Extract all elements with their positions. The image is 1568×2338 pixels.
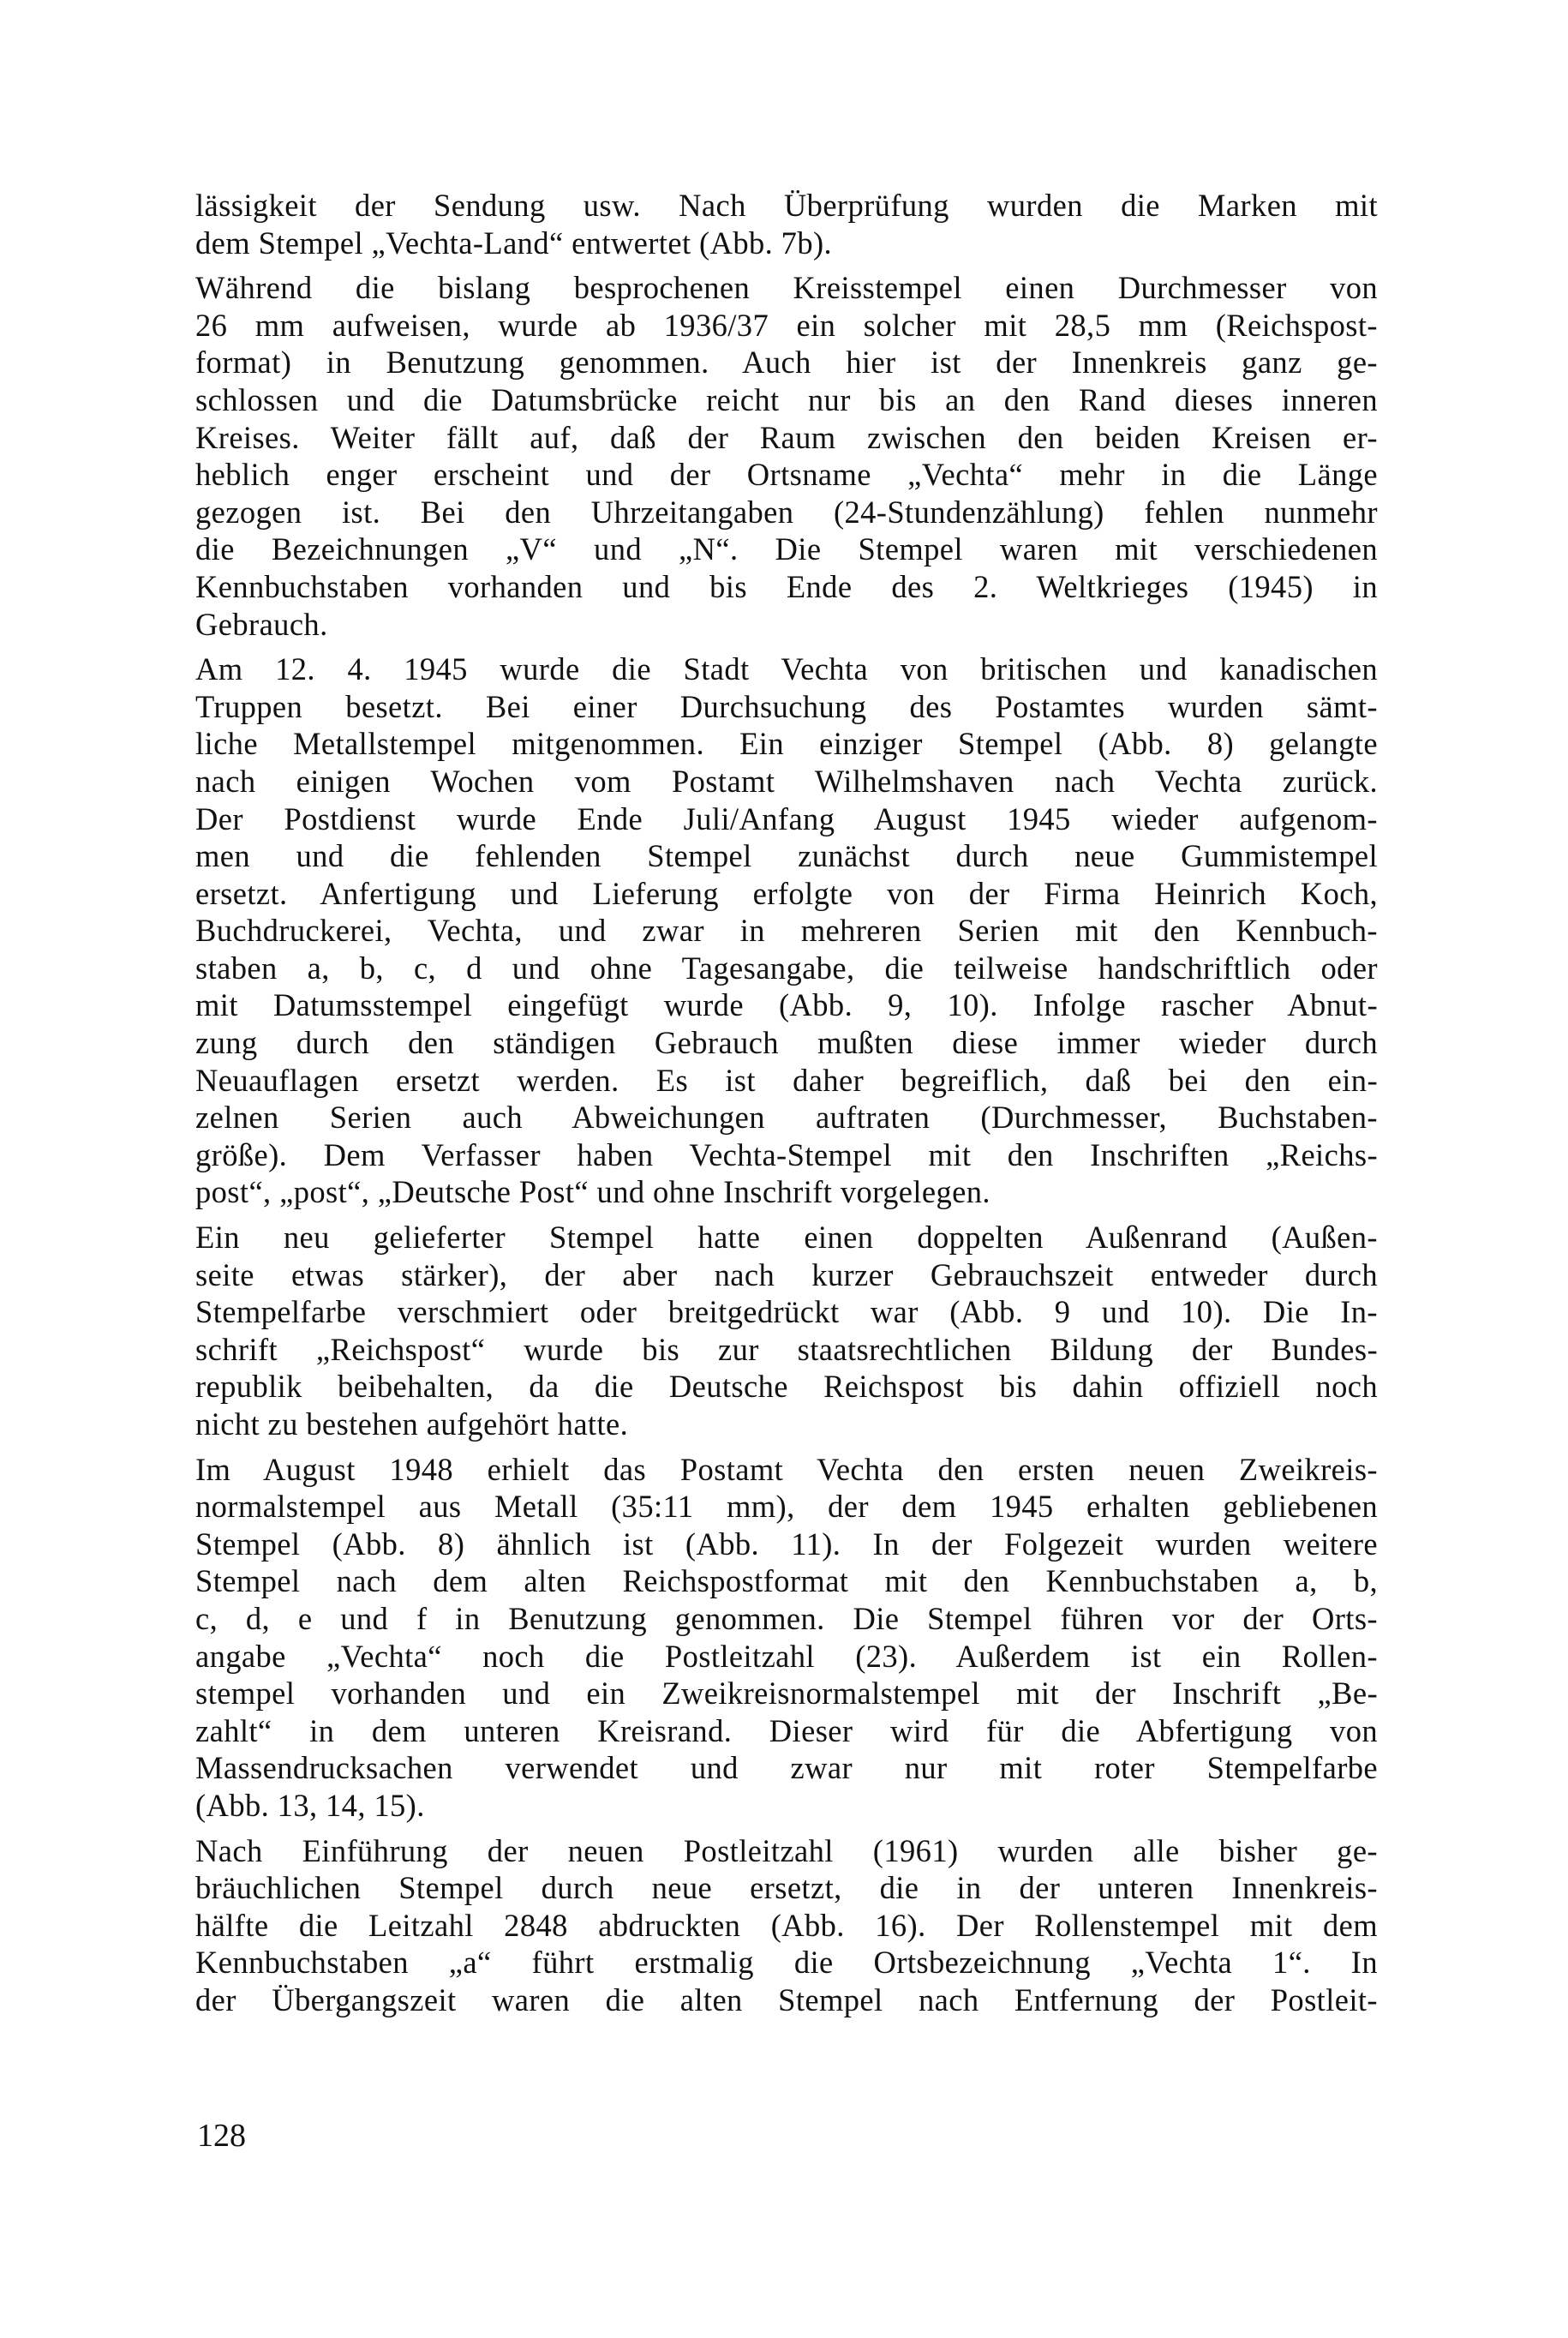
- text-line: größe). Dem Verfasser haben Vechta-Stempel mit den Inschriften „Reichs-: [195, 1136, 1378, 1172]
- paragraph: [195, 1451, 1378, 1825]
- text-line: heblich enger erscheint und der Ortsname „Vechta“ mehr in die Länge: [195, 457, 1378, 493]
- text-line: gezogen ist. Bei den Uhrzeitangaben (24-Stundenzählung) fehlen nunmehr: [195, 494, 1378, 530]
- text-line: liche Metallstempel mitgenommen. Ein einziger Stempel (Abb. 8) gelangte: [195, 726, 1378, 762]
- text-line: zung durch den ständigen Gebrauch mußten diese immer wieder durch: [195, 1025, 1378, 1061]
- paragraph: [195, 187, 1378, 261]
- text-line: nach einigen Wochen vom Postamt Wilhelmshaven nach Vechta zurück.: [195, 763, 1378, 799]
- text-line: Der Postdienst wurde Ende Juli/Anfang August 1945 wieder aufgenom-: [195, 800, 1378, 836]
- text-line: nicht zu bestehen aufgehört hatte.: [195, 1406, 629, 1442]
- text-line: Buchdruckerei, Vechta, und zwar in mehreren Serien mit den Kennbuch-: [195, 913, 1378, 949]
- text-line: normalstempel aus Metall (35:11 mm), der dem 1945 erhalten gebliebenen: [195, 1489, 1378, 1525]
- text-line: Gebrauch.: [195, 606, 328, 642]
- text-line: Am 12. 4. 1945 wurde die Stadt Vechta von britischen und kanadischen: [195, 651, 1378, 687]
- text-line: c, d, e und f in Benutzung genommen. Die Stempel führen vor der Orts-: [195, 1600, 1378, 1636]
- text-line: ersetzt. Anfertigung und Lieferung erfolgte von der Firma Heinrich Koch,: [195, 875, 1378, 911]
- paragraph: [195, 650, 1378, 1211]
- text-line: stempel vorhanden und ein Zweikreisnormalstempel mit der Inschrift „Be-: [195, 1676, 1378, 1712]
- text-line: schrift „Reichspost“ wurde bis zur staatsrechtlichen Bildung der Bundes-: [195, 1331, 1378, 1367]
- text-line: bräuchlichen Stempel durch neue ersetzt, die in der unteren Innenkreis-: [195, 1870, 1378, 1906]
- text-line: hälfte die Leitzahl 2848 abdruckten (Abb. 16). Der Rollenstempel mit dem: [195, 1907, 1378, 1943]
- text-line: Während die bislang besprochenen Kreisstempel einen Durchmesser von: [195, 270, 1378, 306]
- paragraph: [195, 1832, 1378, 2019]
- text-line: Kennbuchstaben „a“ führt erstmalig die Ortsbezeichnung „Vechta 1“. In: [195, 1945, 1378, 1981]
- text-line: Stempelfarbe verschmiert oder breitgedrückt war (Abb. 9 und 10). Die In-: [195, 1294, 1378, 1330]
- text-line: post“, „post“, „Deutsche Post“ und ohne Inschrift vorgelegen.: [195, 1174, 990, 1210]
- text-line: angabe „Vechta“ noch die Postleitzahl (23). Außerdem ist ein Rollen-: [195, 1638, 1378, 1674]
- page-number: 128: [197, 2118, 246, 2154]
- text-line: republik beibehalten, da die Deutsche Reichspost bis dahin offiziell noch: [195, 1369, 1378, 1405]
- text-line: Nach Einführung der neuen Postleitzahl (1961) wurden alle bisher ge-: [195, 1832, 1378, 1868]
- text-line: Neuauflagen ersetzt werden. Es ist daher begreiflich, daß bei den ein-: [195, 1062, 1378, 1098]
- page-body: [195, 187, 1378, 2027]
- text-line: zahlt“ in dem unteren Kreisrand. Dieser wird für die Abfertigung von: [195, 1712, 1378, 1748]
- text-line: Kreises. Weiter fällt auf, daß der Raum zwischen den beiden Kreisen er-: [195, 419, 1378, 455]
- paragraph: [195, 269, 1378, 643]
- text-line: Truppen besetzt. Bei einer Durchsuchung des Postamtes wurden sämt-: [195, 688, 1378, 724]
- text-line: seite etwas stärker), der aber nach kurzer Gebrauchszeit entweder durch: [195, 1256, 1378, 1292]
- text-line: staben a, b, c, d und ohne Tagesangabe, die teilweise handschriftlich oder: [195, 950, 1378, 986]
- text-line: men und die fehlenden Stempel zunächst durch neue Gummistempel: [195, 838, 1378, 874]
- text-line: lässigkeit der Sendung usw. Nach Überprüfung wurden die Marken mit: [195, 188, 1378, 223]
- text-line: 26 mm aufweisen, wurde ab 1936/37 ein solcher mit 28,5 mm (Reichspost-: [195, 307, 1378, 343]
- text-line: Massendrucksachen verwendet und zwar nur mit roter Stempelfarbe: [195, 1750, 1378, 1786]
- text-line: Stempel nach dem alten Reichspostformat mit den Kennbuchstaben a, b,: [195, 1563, 1378, 1599]
- text-line: Ein neu gelieferter Stempel hatte einen doppelten Außenrand (Außen-: [195, 1220, 1378, 1256]
- text-line: format) in Benutzung genommen. Auch hier ist der Innenkreis ganz ge-: [195, 345, 1378, 381]
- text-line: Stempel (Abb. 8) ähnlich ist (Abb. 11). In der Folgezeit wurden weitere: [195, 1526, 1378, 1562]
- text-line: dem Stempel „Vechta-Land“ entwertet (Abb. 7b).: [195, 225, 833, 261]
- text-line: Im August 1948 erhielt das Postamt Vechta den ersten neuen Zweikreis-: [195, 1451, 1378, 1487]
- text-line: zelnen Serien auch Abweichungen auftraten (Durchmesser, Buchstaben-: [195, 1100, 1378, 1136]
- text-line: mit Datumsstempel eingefügt wurde (Abb. 9, 10). Infolge rascher Abnut-: [195, 987, 1378, 1023]
- text-line: die Bezeichnungen „V“ und „N“. Die Stempel waren mit verschiedenen: [195, 531, 1378, 567]
- text-line: schlossen und die Datumsbrücke reicht nur bis an den Rand dieses inneren: [195, 381, 1378, 417]
- text-line: (Abb. 13, 14, 15).: [195, 1787, 425, 1823]
- text-line: Kennbuchstaben vorhanden und bis Ende des 2. Weltkrieges (1945) in: [195, 568, 1378, 604]
- text-line: der Übergangszeit waren die alten Stempel nach Entfernung der Postleit-: [195, 1981, 1378, 2017]
- paragraph: [195, 1219, 1378, 1443]
